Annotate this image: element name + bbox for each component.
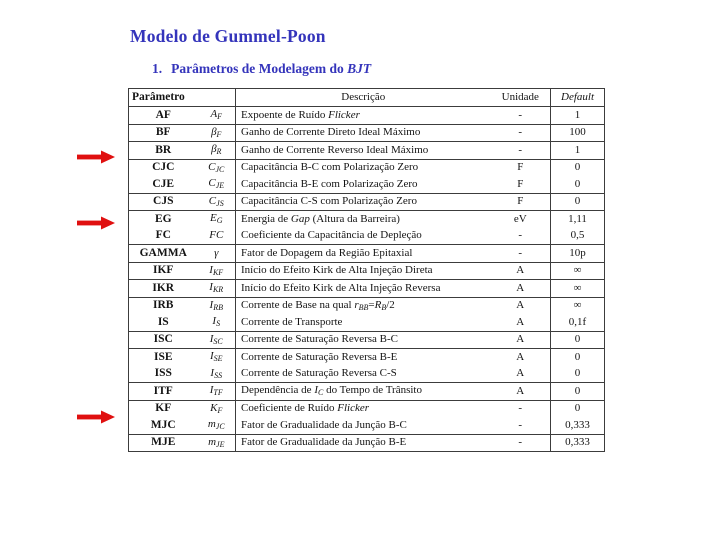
default-cell: 0 (574, 195, 581, 208)
unit-cell: A (491, 331, 551, 349)
default-cell: ∞ (573, 281, 582, 294)
default-cell: 0,1f (568, 315, 587, 328)
subtitle-italic: BJT (347, 61, 372, 76)
param-symbol-cell: ISS (198, 366, 236, 383)
param-symbol-cell: mJC (198, 417, 236, 434)
table-row (129, 228, 605, 245)
param-name-cell: IKF (153, 264, 174, 276)
param-symbol-cell: ISE (198, 349, 236, 366)
param-name-cell: CJC (152, 161, 175, 173)
header-parametro: Parâmetro (129, 89, 236, 107)
unit-cell: A (491, 280, 551, 298)
description-cell: Fator de Dopagem da Região Epitaxial (241, 246, 413, 259)
unit-cell: F (491, 193, 551, 211)
unit-cell: A (491, 383, 551, 401)
param-symbol-cell: IKF (198, 262, 236, 280)
right-arrow-icon (77, 216, 115, 230)
default-cell: 0,333 (565, 436, 590, 449)
unit-cell: eV (491, 211, 551, 228)
table-row (129, 417, 605, 434)
param-name-cell: CJE (152, 177, 175, 190)
default-cell: ∞ (573, 299, 582, 312)
description-cell: Coeficiente de Ruído Flicker (241, 402, 370, 415)
description-cell: Início do Efeito Kirk de Alta Injeção Direta (241, 264, 433, 277)
table-row (129, 142, 605, 160)
unit-cell: - (491, 107, 551, 125)
slide-subtitle (152, 61, 371, 77)
header-unidade: Unidade (491, 89, 551, 107)
param-name-cell: KF (155, 402, 172, 414)
description-cell: Energia de Gap (Altura da Barreira) (241, 212, 400, 225)
default-cell: 0 (574, 350, 581, 363)
default-cell: 0,5 (570, 229, 585, 242)
param-symbol-cell: IKR (198, 280, 236, 298)
unit-cell: F (491, 176, 551, 193)
default-cell: 0 (574, 333, 581, 346)
default-cell: 0,333 (565, 418, 590, 431)
default-cell: 0 (574, 402, 581, 415)
description-cell: Fator de Gradualidade da Junção B-E (241, 436, 407, 449)
unit-cell: A (491, 262, 551, 280)
param-symbol-cell: CJC (198, 159, 236, 176)
description-cell: Corrente de Saturação Reversa C-S (241, 367, 397, 380)
table-row (129, 176, 605, 193)
table-row (129, 107, 605, 125)
param-name-cell: AF (155, 108, 171, 121)
description-cell: Início do Efeito Kirk de Alta Injeção Reversa (241, 281, 441, 294)
param-name-cell: IRB (153, 299, 174, 311)
highlight-arrow-fc (77, 216, 115, 230)
param-symbol-cell: CJS (198, 193, 236, 211)
default-cell: 100 (569, 126, 586, 139)
highlight-arrow-mje (77, 410, 115, 424)
subtitle-number: 1. (152, 61, 163, 76)
table-header-row (129, 89, 605, 107)
description-cell: Expoente de Ruído Flicker (241, 108, 360, 121)
description-cell: Capacitância B-C com Polarização Zero (241, 161, 419, 174)
table-header (129, 89, 605, 107)
param-symbol-cell: mJE (198, 434, 236, 452)
slide-title: Modelo de Gummel-Poon (130, 26, 326, 46)
table-row (129, 262, 605, 280)
param-symbol-cell: AF (198, 107, 236, 125)
table-row (129, 400, 605, 417)
param-symbol-cell: βF (198, 124, 236, 142)
default-cell: ∞ (573, 264, 582, 277)
subtitle-text: Parâmetros de Modelagem do BJT (171, 61, 372, 76)
table-row (129, 366, 605, 383)
unit-cell: A (491, 314, 551, 331)
default-cell: 1,11 (568, 212, 587, 225)
param-symbol-cell: IS (198, 314, 236, 331)
default-cell: 0 (574, 384, 581, 397)
right-arrow-icon (77, 150, 115, 164)
table-row (129, 297, 605, 314)
unit-cell: - (491, 417, 551, 434)
default-cell: 1 (574, 108, 581, 121)
table-row (129, 245, 605, 263)
param-symbol-cell: ITF (198, 383, 236, 401)
description-cell: Coeficiente da Capacitância de Depleção (241, 229, 422, 242)
default-cell: 0 (574, 177, 581, 190)
description-cell: Fator de Gradualidade da Junção B-C (241, 418, 407, 431)
parameters-table (128, 88, 605, 452)
default-cell: 10p (569, 246, 586, 259)
param-symbol-cell: βR (198, 142, 236, 160)
table-row (129, 124, 605, 142)
description-cell: Ganho de Corrente Reverso Ideal Máximo (241, 143, 429, 156)
right-arrow-icon (77, 410, 115, 424)
param-name-cell: EG (154, 212, 172, 225)
unit-cell: - (491, 245, 551, 263)
param-name-cell: MJE (151, 436, 176, 448)
description-cell: Dependência de IC do Tempo de Trânsito (241, 384, 422, 398)
default-cell: 0 (574, 367, 581, 380)
param-name-cell: ITF (153, 384, 173, 397)
table-row (129, 434, 605, 452)
table-row (129, 211, 605, 228)
default-cell: 1 (574, 143, 581, 156)
unit-cell: A (491, 366, 551, 383)
highlight-arrow-cjc (77, 150, 115, 164)
table-row (129, 280, 605, 298)
unit-cell: A (491, 297, 551, 314)
param-name-cell: ISS (154, 367, 172, 379)
param-name-cell: ISC (153, 333, 173, 345)
description-cell: Capacitância C-S com Polarização Zero (241, 195, 417, 208)
unit-cell: A (491, 349, 551, 366)
unit-cell: - (491, 142, 551, 160)
param-name-cell: GAMMA (139, 246, 187, 259)
unit-cell: F (491, 159, 551, 176)
param-symbol-cell: ISC (198, 331, 236, 349)
unit-cell: - (491, 228, 551, 245)
param-name-cell: IS (157, 315, 169, 328)
param-name-cell: IKR (152, 281, 175, 294)
default-cell: 0 (574, 161, 581, 174)
param-symbol-cell: IRB (198, 297, 236, 314)
description-cell: Corrente de Transporte (241, 315, 343, 328)
table-row (129, 314, 605, 331)
table-row (129, 331, 605, 349)
description-cell: Corrente de Saturação Reversa B-C (241, 333, 399, 346)
param-name-cell: ISE (153, 350, 173, 363)
param-symbol-cell: CJE (198, 176, 236, 193)
header-default: Default (561, 91, 595, 103)
description-cell: Ganho de Corrente Direto Ideal Máximo (241, 126, 421, 139)
param-name-cell: MJC (150, 418, 176, 431)
param-symbol-cell: FC (198, 228, 236, 245)
table-row (129, 193, 605, 211)
description-cell: Corrente de Base na qual rBB=RB/2 (241, 298, 395, 312)
description-cell: Capacitância B-E com Polarização Zero (241, 177, 418, 190)
table-row (129, 349, 605, 366)
param-name-cell: FC (155, 229, 171, 241)
unit-cell: - (491, 400, 551, 417)
table-body (129, 107, 605, 452)
param-name-cell: BF (155, 126, 171, 138)
table-row (129, 383, 605, 401)
param-symbol-cell: EG (198, 211, 236, 228)
table-row (129, 159, 605, 176)
unit-cell: - (491, 124, 551, 142)
param-name-cell: BR (155, 143, 172, 156)
param-name-cell: CJS (153, 195, 174, 207)
param-symbol-cell: KF (198, 400, 236, 417)
unit-cell: - (491, 434, 551, 452)
param-symbol-cell: γ (198, 245, 236, 263)
description-cell: Corrente de Saturação Reversa B-E (241, 350, 398, 363)
header-descricao: Descrição (341, 91, 386, 103)
